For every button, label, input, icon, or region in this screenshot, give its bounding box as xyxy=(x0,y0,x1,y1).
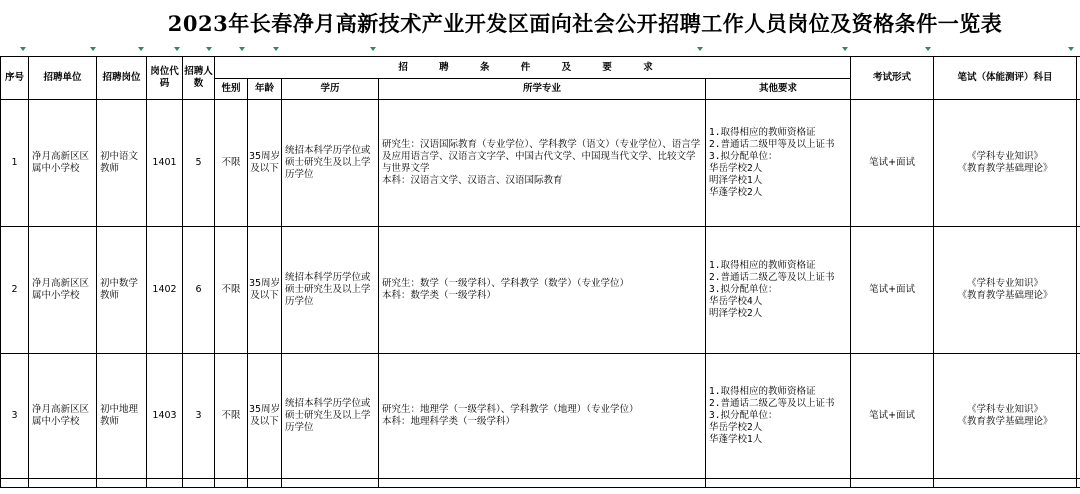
cell-education[interactable]: 统招本科学历学位或硕士研究生及以上学历学位 xyxy=(282,227,379,354)
cell-seq[interactable]: 3 xyxy=(1,354,29,479)
subject-line: 《教育教学基础理论》 xyxy=(957,290,1053,301)
sheet-title: 2023年长春净月高新技术产业开发区面向社会公开招聘工作人员岗位及资格条件一览表 xyxy=(167,11,1003,36)
cell-exam-subject[interactable] xyxy=(934,227,1077,354)
cell-seq[interactable]: 2 xyxy=(1,227,29,354)
other-line: 华岳学校2人 xyxy=(709,422,763,433)
other-line: 明泽学校2人 xyxy=(709,308,763,319)
other-line: 3.拟分配单位： xyxy=(709,151,778,162)
header-age: 年龄 xyxy=(248,79,282,100)
cell-seq[interactable]: 1 xyxy=(1,100,29,227)
other-line: 明泽学校1人 xyxy=(709,175,763,186)
cell-count[interactable]: 6 xyxy=(183,227,215,354)
filter-dropdown-icon[interactable] xyxy=(174,47,180,51)
cell-exam-form[interactable]: 笔试+面试 xyxy=(851,354,934,479)
cell-age[interactable]: 35周岁及以下 xyxy=(248,354,282,479)
cell-other[interactable] xyxy=(706,354,851,479)
cell-exam-subject[interactable] xyxy=(934,354,1077,479)
cell-extra[interactable] xyxy=(1077,354,1080,479)
other-line: 2.普通话二级乙等及以上证书 xyxy=(709,272,835,283)
header-unit: 招聘单位 xyxy=(29,57,97,100)
subject-line: 《学科专业知识》 xyxy=(967,151,1044,162)
cell-education[interactable]: 统招本科学历学位或硕士研究生及以上学历学位 xyxy=(282,100,379,227)
cell-exam-form[interactable]: 笔试+面试 xyxy=(851,100,934,227)
filter-dropdown-icon[interactable] xyxy=(206,47,212,51)
cell-position[interactable]: 初中地理教师 xyxy=(97,354,147,479)
cell-exam-subject[interactable] xyxy=(934,100,1077,227)
filter-dropdown-icon[interactable] xyxy=(370,47,376,51)
filter-dropdown-icon[interactable] xyxy=(273,47,279,51)
filter-dropdown-icon[interactable] xyxy=(20,47,26,51)
header-other: 其他要求 xyxy=(706,79,851,100)
cell-position[interactable]: 初中语文教师 xyxy=(97,100,147,227)
major-line: 研究生：地理学（一级学科）、学科教学（地理）（专业学位） xyxy=(382,404,639,415)
filter-dropdown-icon[interactable] xyxy=(697,47,703,51)
cell-unit[interactable]: 净月高新区区属中小学校 xyxy=(29,227,97,354)
table-row[interactable] xyxy=(1,354,1080,479)
cell-major[interactable] xyxy=(379,227,706,354)
other-line: 1.取得相应的教师资格证 xyxy=(709,386,816,397)
header-position: 招聘岗位 xyxy=(97,57,147,100)
cell-extra[interactable] xyxy=(1077,100,1080,227)
cell-gender[interactable]: 不限 xyxy=(215,100,248,227)
other-line: 华岳学校4人 xyxy=(709,296,763,307)
subject-line: 《教育教学基础理论》 xyxy=(957,416,1053,427)
header-education: 学历 xyxy=(282,79,379,100)
cell-gender[interactable]: 不限 xyxy=(215,354,248,479)
subject-line: 《学科专业知识》 xyxy=(967,278,1044,289)
other-line: 华岳学校2人 xyxy=(709,163,763,174)
cell-extra[interactable] xyxy=(1077,227,1080,354)
header-row-1 xyxy=(1,57,1080,79)
major-line: 本科：汉语言文学、汉语言、汉语国际教育 xyxy=(382,175,563,186)
title-row xyxy=(0,0,1080,46)
recruitment-table xyxy=(0,56,1080,488)
filter-dropdown-icon[interactable] xyxy=(90,47,96,51)
subject-line: 《教育教学基础理论》 xyxy=(957,163,1053,174)
cell-code[interactable]: 1403 xyxy=(147,354,183,479)
header-code: 岗位代码 xyxy=(147,57,183,100)
cell-code[interactable]: 1401 xyxy=(147,100,183,227)
other-line: 2.普通话二级甲等及以上证书 xyxy=(709,139,835,150)
filter-row xyxy=(0,46,1080,56)
other-line: 3.拟分配单位： xyxy=(709,284,778,295)
other-line: 1.取得相应的教师资格证 xyxy=(709,260,816,271)
cell-code[interactable]: 1402 xyxy=(147,227,183,354)
other-line: 1.取得相应的教师资格证 xyxy=(709,127,816,138)
cell-gender[interactable]: 不限 xyxy=(215,227,248,354)
major-line: 本科：数学类（一级学科） xyxy=(382,290,497,301)
header-gender: 性别 xyxy=(215,79,248,100)
cell-unit[interactable]: 净月高新区区属中小学校 xyxy=(29,100,97,227)
other-line: 2.普通话二级乙等及以上证书 xyxy=(709,398,835,409)
major-line: 本科：地理科学类（一级学科） xyxy=(382,416,516,427)
header-extra xyxy=(1077,57,1080,100)
cell-other[interactable] xyxy=(706,227,851,354)
major-line: 研究生：汉语国际教育（专业学位）、学科教学（语文）（专业学位）、语言学及应用语言学、汉语言文字学、中国古代文学、中国现当代文学、比较文学与世界文学 xyxy=(382,139,701,174)
cell-count[interactable]: 3 xyxy=(183,354,215,479)
other-line: 3.拟分配单位： xyxy=(709,410,778,421)
cell-count[interactable]: 5 xyxy=(183,100,215,227)
header-seq: 序号 xyxy=(1,57,29,100)
cell-major[interactable] xyxy=(379,354,706,479)
header-exam-subject: 笔试（体能测评）科目 xyxy=(934,57,1077,100)
cell-age[interactable]: 35周岁及以下 xyxy=(248,100,282,227)
filter-dropdown-icon[interactable] xyxy=(842,47,848,51)
header-conditions: 招 聘 条 件 及 要 求 xyxy=(215,57,851,79)
table-row[interactable] xyxy=(1,100,1080,227)
header-count: 招聘人数 xyxy=(183,57,215,100)
cell-unit[interactable]: 净月高新区区属中小学校 xyxy=(29,354,97,479)
cell-exam-form[interactable]: 笔试+面试 xyxy=(851,227,934,354)
cell-education[interactable]: 统招本科学历学位或硕士研究生及以上学历学位 xyxy=(282,354,379,479)
cell-major[interactable] xyxy=(379,100,706,227)
filter-dropdown-icon[interactable] xyxy=(1068,47,1074,51)
header-exam-form: 考试形式 xyxy=(851,57,934,100)
filter-dropdown-icon[interactable] xyxy=(925,47,931,51)
other-line: 华蓬学校2人 xyxy=(709,187,763,198)
filter-dropdown-icon[interactable] xyxy=(239,47,245,51)
other-line: 华蓬学校1人 xyxy=(709,434,763,445)
table-row-partial xyxy=(1,479,1080,488)
filter-dropdown-icon[interactable] xyxy=(138,47,144,51)
header-major: 所学专业 xyxy=(379,79,706,100)
cell-position[interactable]: 初中数学教师 xyxy=(97,227,147,354)
table-row[interactable] xyxy=(1,227,1080,354)
cell-age[interactable]: 35周岁及以下 xyxy=(248,227,282,354)
cell-other[interactable] xyxy=(706,100,851,227)
major-line: 研究生：数学（一级学科）、学科教学（数学）（专业学位） xyxy=(382,278,630,289)
subject-line: 《学科专业知识》 xyxy=(967,404,1044,415)
